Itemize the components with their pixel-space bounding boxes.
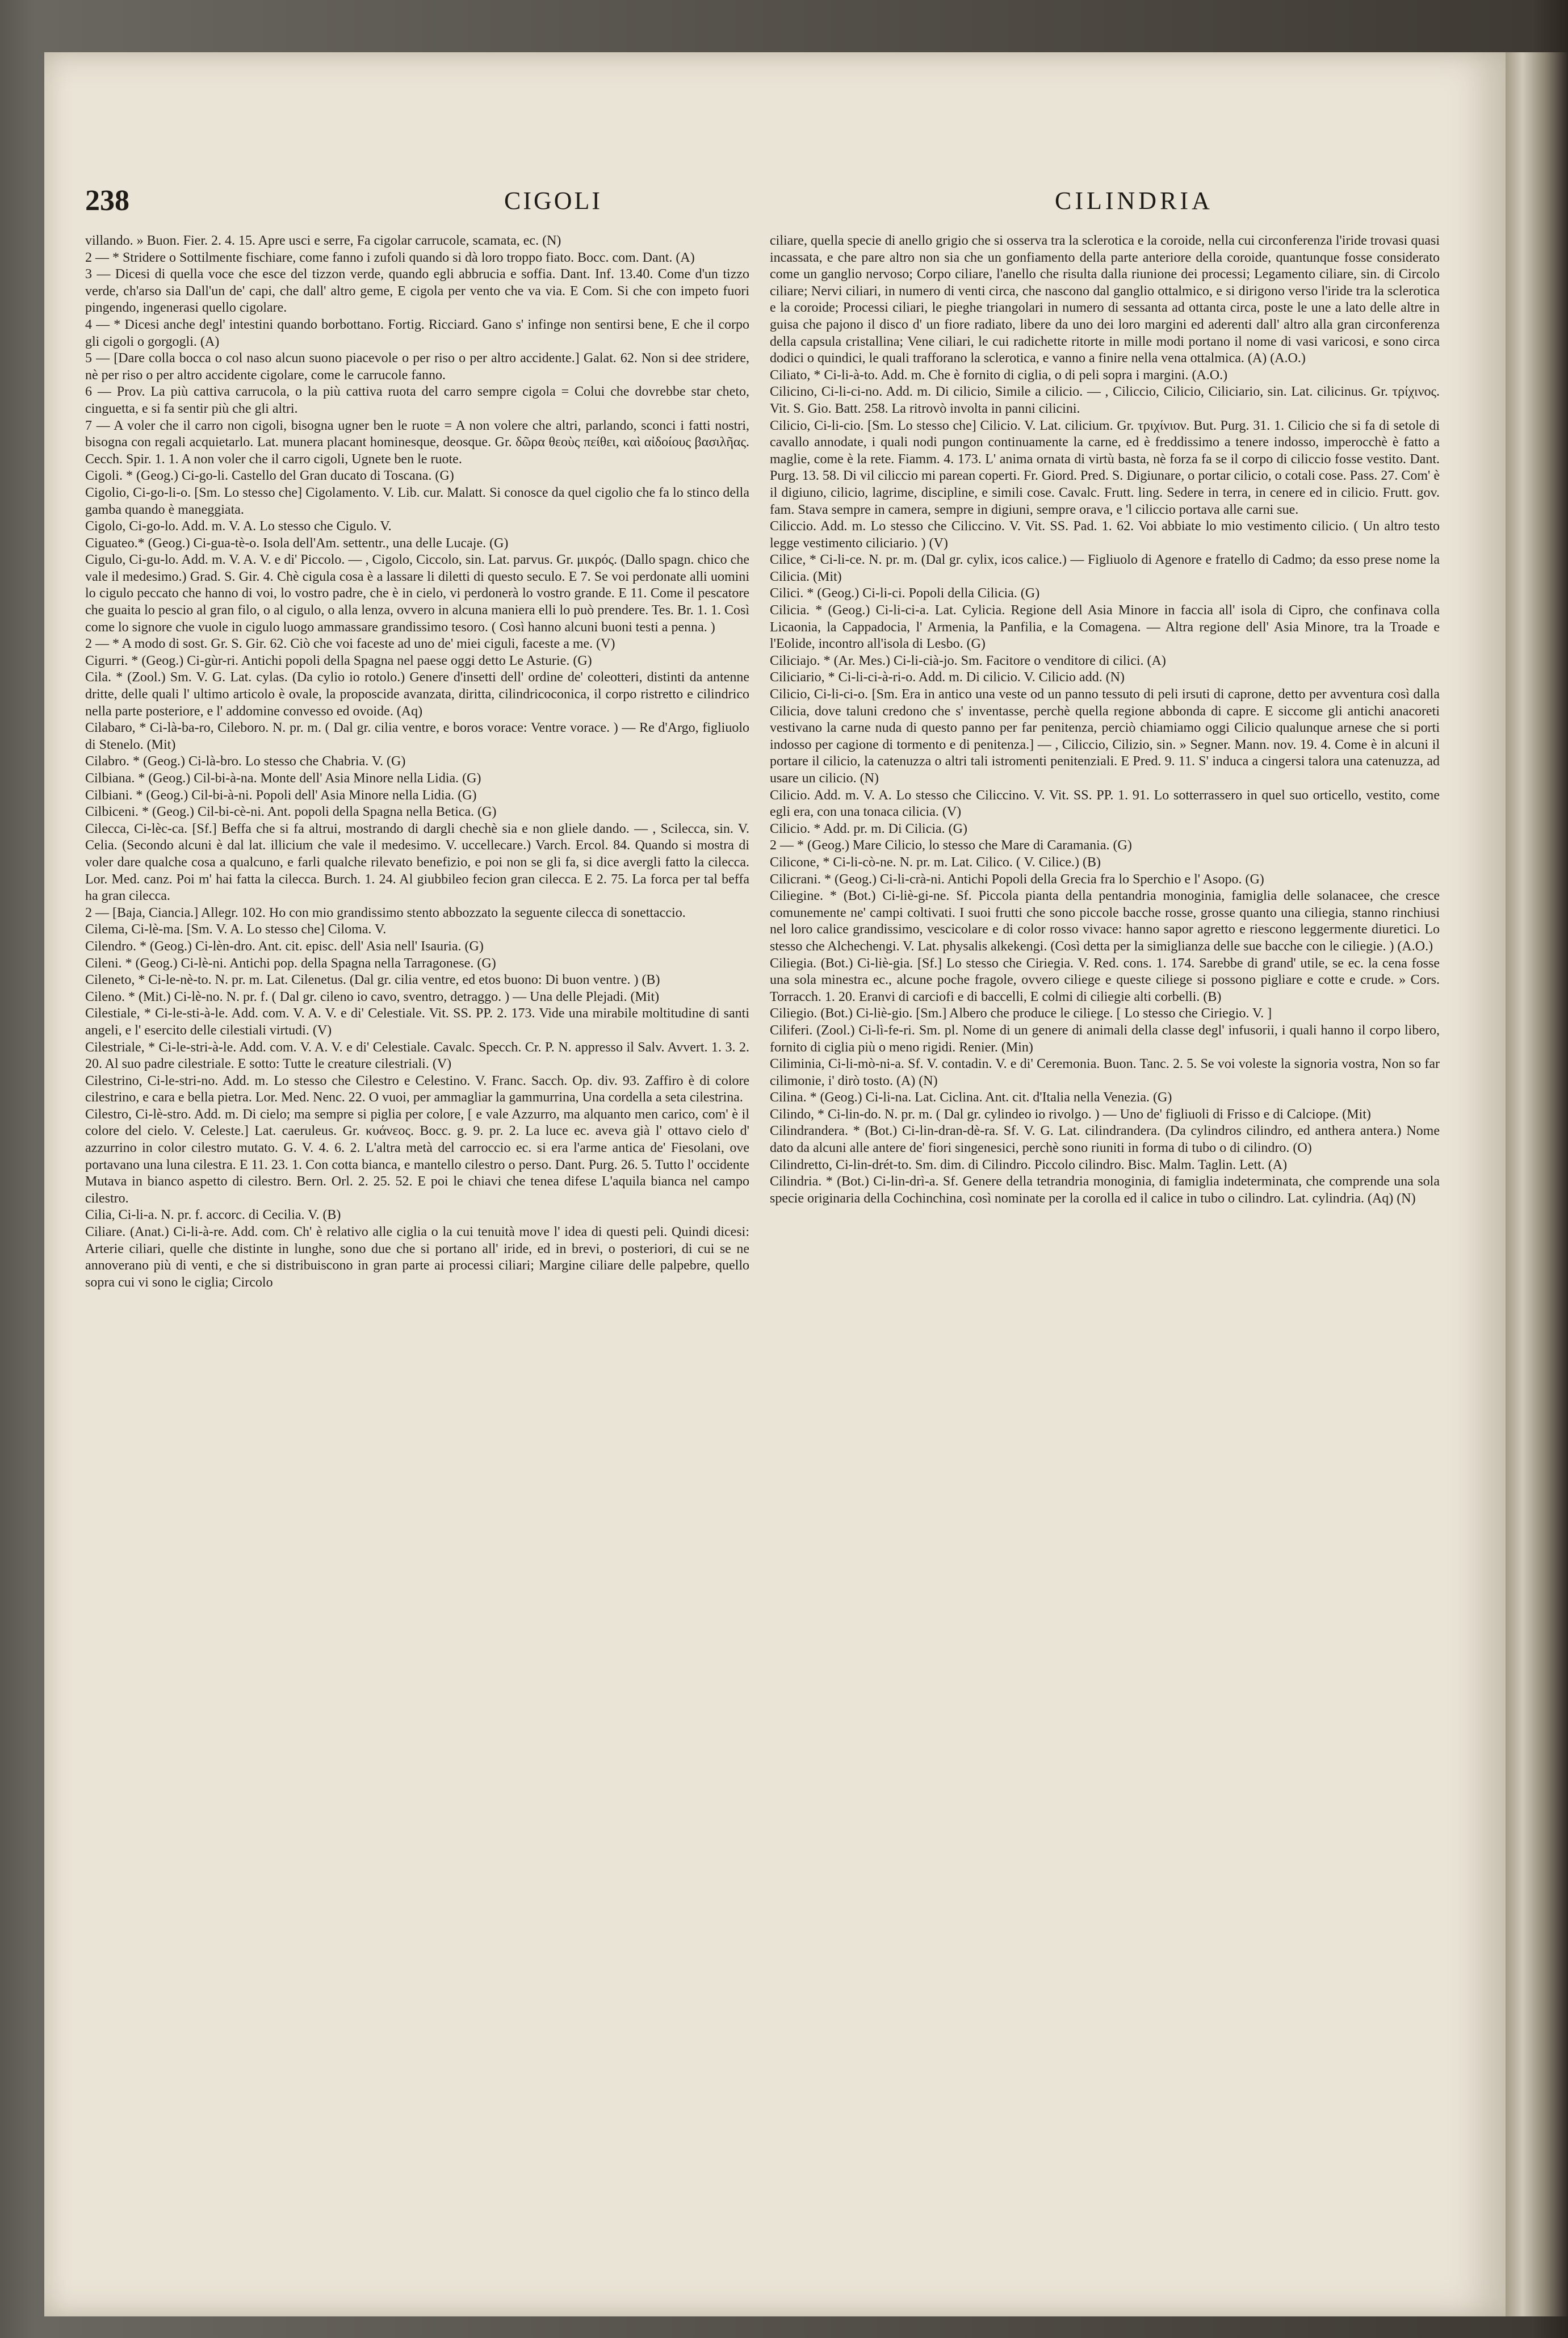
page-number: 238 <box>85 185 129 217</box>
dictionary-entry: Cilicone, * Ci-li-cò-ne. N. pr. m. Lat. Cilico. ( V. Cilice.) (B) <box>770 854 1101 870</box>
dictionary-entry: Ciliegio. (Bot.) Ci-liè-gio. [Sm.] Albero che produce le ciliege. [ Lo stesso che Ciriegio. V. ] <box>770 1006 1272 1021</box>
dictionary-entry: Cilbiceni. * (Geog.) Cil-bi-cè-ni. Ant. popoli della Spagna nella Betica. (G) <box>85 805 497 820</box>
dictionary-entry: Cilabro. * (Geog.) Ci-là-bro. Lo stesso che Chabria. V. (G) <box>85 754 406 769</box>
dictionary-entry: Ciguateo.* (Geog.) Ci-gua-tè-o. Isola dell'Am. settentr., una delle Lucaje. (G) <box>85 535 509 551</box>
dictionary-entry: 5 — [Dare colla bocca o col naso alcun suono piacevole o per riso o per altro accidente.] Galat. 62. Non si dee stridere, nè per riso o per altro accidente cigolare, come le carrucole fanno. <box>85 351 749 383</box>
dictionary-entry: Ciliciajo. * (Ar. Mes.) Ci-li-cià-jo. Sm. Facitore o venditore di cilici. (A) <box>770 653 1166 668</box>
left-running-head: CIGOLI <box>504 187 603 215</box>
dictionary-entry: Ciliare. (Anat.) Ci-li-à-re. Add. com. Ch' è relativo alle ciglia o la cui tenuità move l' idea di questi peli. Quindi dicesi: Arterie ciliari, quelle che distinte in lunghe, sono due che si portano all' iride, ed in brevi, o posteriori, di cui se ne annoverano più di venti, e che si distribuiscono in gran parte ai processi ciliari; Margine ciliare delle palpebre, quello sopra cui vi sono le ciglia; Circolo <box>85 1225 749 1290</box>
dictionary-entry: Cilabaro, * Ci-là-ba-ro, Cileboro. N. pr. m. ( Dal gr. cilia ventre, e boros vorace: Ventre vorace. ) — Re d'Argo, figliuolo di Stenelo. (Mit) <box>85 720 749 752</box>
dictionary-entry: Cilestiale, * Ci-le-sti-à-le. Add. com. V. A. V. e di' Celestiale. Vit. SS. PP. 2. 173. Vide una mirabile moltitudine di santi angeli, e l' esercito delle cilestiali virtudi. (V) <box>85 1006 749 1038</box>
dictionary-entry: Cilice, * Ci-li-ce. N. pr. m. (Dal gr. cylix, icos calice.) — Figliuolo di Agenore e fratello di Cadmo; da esso prese nome la Cilicia. (Mit) <box>770 552 1440 584</box>
dictionary-entry: 2 — * (Geog.) Mare Cilicio, lo stesso che Mare di Caramania. (G) <box>770 838 1132 853</box>
dictionary-entry: Ciliegia. (Bot.) Ci-liè-gia. [Sf.] Lo stesso che Ciriegia. V. Red. cons. 1. 174. Sarebbe di grand' utile, se ec. la cena fosse una sola minestra ec., alcune poche fragole, ovvero ciliege e queste ciliege si possono pigliare e cotte e crude. » Cors. Torracch. 1. 20. Eranvi di carciofi e di baccelli, E colmi di ciliegie alti corbelli. (B) <box>770 956 1440 1004</box>
dictionary-entry: Cilicino, Ci-li-ci-no. Add. m. Di cilicio, Simile a cilicio. — , Ciliccio, Cilicio, Ciliciario, sin. Lat. cilicinus. Gr. τρίχινος. Vit. S. Gio. Batt. 258. La ritrovò involta in panni cilicini. <box>770 384 1440 416</box>
dictionary-entry: Cilbiana. * (Geog.) Cil-bi-à-na. Monte dell' Asia Minore nella Lidia. (G) <box>85 771 481 786</box>
dictionary-entry: Cileno. * (Mit.) Ci-lè-no. N. pr. f. ( Dal gr. cileno io cavo, sventro, detraggo. ) — Una delle Plejadi. (Mit) <box>85 989 660 1004</box>
dictionary-entry: 2 — [Baja, Ciancia.] Allegr. 102. Ho con mio grandissimo stento abbozzato la seguente cilecca di sonettaccio. <box>85 905 686 920</box>
dictionary-entry: Cilbiani. * (Geog.) Cil-bi-à-ni. Popoli dell' Asia Minore nella Lidia. (G) <box>85 787 477 803</box>
dictionary-entry: Cilicio, Ci-li-ci-o. [Sm. Era in antico una veste od un panno tessuto di peli irsuti di caprone, detto per avventura così dalla Cilicia, dove taluni credono che s' inventasse, perchè quella regione abbonda di capre. E siccome gli antichi anacoreti vestivano la carne nuda di questo panno per far penitenza, perciò chiamiamo oggi Cilicio qualunque arnese che si porti indosso per cagione di tormento e di penitenza.] — , Ciliccio, Cilizio, sin. » Segner. Mann. nov. 19. 4. Come è in alcuni il portare il cilicio, la catenuzza o altri tali istromenti penitenziali. E Pred. 9. 11. S' induca a cingersi talora una catenuzza, ad usare un cilicio. (N) <box>770 687 1440 786</box>
dictionary-entry: Ciliminia, Ci-li-mò-ni-a. Sf. V. contadin. V. e di' Ceremonia. Buon. Tanc. 2. 5. Se voi voleste la signoria vostra, Non so far cilimonie, i' dirò tosto. (A) (N) <box>770 1057 1440 1088</box>
dictionary-entry: 7 — A voler che il carro non cigoli, bisogna ugner ben le ruote = A non volere che altri, parlando, sconci i fatti nostri, bisogna con regali acquietarlo. Lat. munera placant hominesque, deosque. Gr. δῶρα θεοὺς πείθει, καὶ αἰδοίους βασιλῆας. Cecch. Spir. 1. 1. A non voler che il carro cigoli, Ugnete ben le ruote. <box>85 418 749 467</box>
dictionary-entry: Cigurri. * (Geog.) Ci-gùr-ri. Antichi popoli della Spagna nel paese oggi detto Le Asturie. (G) <box>85 653 592 668</box>
dictionary-entry: Cigulo, Ci-gu-lo. Add. m. V. A. V. e di' Piccolo. — , Cigolo, Ciccolo, sin. Lat. parvus. Gr. μικρός. (Dallo spagn. chico che vale il medesimo.) Grad. S. Gir. 4. Chè cigula cosa è a lassare li diletti di questo seculo. E 7. Se voi perdonate alli uomini lo cigulo peccato che hanno di voi, lo vostro padre, che è in cielo, vi perdonerà lo vostro grande. E 11. Come il pescatore che guaita lo pescio al gran filo, o al cigulo, o alla lenza, ovvero in alcuna maniera elli lo può prendere. Tes. Br. 1. 1. Così come lo signore che vuole in cigulo luogo ammassare grandissimo tesoro. ( Così hanno alcuni buoni testi a penna. ) <box>85 552 749 635</box>
dictionary-entry: Cileneto, * Ci-le-nè-to. N. pr. m. Lat. Cilenetus. (Dal gr. cilia ventre, ed etos buono: Di buon ventre. ) (B) <box>85 973 660 988</box>
dictionary-entry: Cilicio, Ci-li-cio. [Sm. Lo stesso che] Cilicio. V. Lat. cilicium. Gr. τριχίνιον. But. Purg. 31. 1. Cilicio che si fa di setole di cavallo annodate, i quali nodi pungon continuamente la carne, ed è freddissimo a tenere indosso, imperocchè è fatto a maglie, come è la rete. Fiamm. 4. 173. L' anima ornata di virtù basta, nè forza fa se il corpo di ciliccio fosse vestito. Dant. Purg. 13. 58. Di vil ciliccio mi parean coperti. Fr. Giord. Pred. S. Digiunare, o portar cilicio, o cotali cose. Pass. 27. Com' è il digiuno, cilicio, lagrime, discipline, e simili cose. Cavalc. Frutt. ling. Sedere in terra, in cenere ed in cilicio. Frutt. gov. fam. Stava sempre in camera, sempre in digiuni, sempre orava, e 'l ciliccio portava alle carni sue. <box>770 418 1440 517</box>
dictionary-entry: Ciliferi. (Zool.) Ci-lì-fe-ri. Sm. pl. Nome di un genere di animali della classe degl' infusorii, i quali hanno il corpo libero, fornito di ciglia più o meno rigidi. Renier. (Min) <box>770 1023 1440 1055</box>
dictionary-entry: Cilindo, * Ci-lin-do. N. pr. m. ( Dal gr. cylindeo io rivolgo. ) — Uno de' figliuoli di Frisso e di Calciope. (Mit) <box>770 1107 1371 1122</box>
dictionary-entry: 4 — * Dicesi anche degl' intestini quando borbottano. Fortig. Ricciard. Gano s' infinge non sentirsi bene, E che il corpo gli cigoli o gorgogli. (A) <box>85 317 749 349</box>
dictionary-entry: Cilema, Ci-lè-ma. [Sm. V. A. Lo stesso che] Ciloma. V. <box>85 922 387 937</box>
dictionary-entry: Cilicrani. * (Geog.) Ci-li-crà-ni. Antichi Popoli della Grecia fra lo Sperchio e l' Asopo. (G) <box>770 871 1264 887</box>
dictionary-entry: Cilicio. * Add. pr. m. Di Cilicia. (G) <box>770 821 967 836</box>
dictionary-entry: Cilestro, Ci-lè-stro. Add. m. Di cielo; ma sempre si piglia per colore, [ e vale Azzurro, ma alquanto men carico, com' è il colore del cielo. V. Celeste.] Lat. caeruleus. Gr. κυάνεος. Bocc. g. 9. pr. 2. La luce ec. aveva già l' ottavo cielo d' azzurrino in color cilestro mutato. G. V. 4. 6. 2. L'altra metà del carroccio ec. si era l'arme antica de' Fiesolani, ove portavano una luna cilestra. E 11. 23. 1. Con cotta bianca, e mantello cilestro o perso. Dant. Purg. 26. 5. Tutto l' occidente Mutava in bianco aspetto di cilestro. Bern. Orl. 2. 25. 52. E poi le chiavi che tenea difese L'aquila bianca nel campo cilestro. <box>85 1107 749 1206</box>
dictionary-entry: Cilicio. Add. m. V. A. Lo stesso che Ciliccino. V. Vit. SS. PP. 1. 91. Lo sotterrassero in quel suo orticello, vestito, come egli era, con una tonaca cilicia. (V) <box>770 787 1440 820</box>
dictionary-entry: ciliare, quella specie di anello grigio che si osserva tra la sclerotica e la coroide, nella cui circonferenza l'iride trovasi quasi incassata, e che pare altro non sia che un gonfiamento della parte anteriore della coroide, quantunque fosse considerato come un ganglio nervoso; Corpo ciliare, l'anello che risulta dalla riunione dei processi; Legamento ciliare, sin. di Circolo ciliare; Nervi ciliari, in numero di venti circa, che nascono dal ganglio ottalmico, e si dirigono verso l'iride tra la sclerotica e la coroide; Processi ciliari, le pieghe triangolari in numero di sessanta ad ottanta circa, poste le une a lato delle altre in guisa che pajono il disco d' un fiore radiato, libere da uno dei loro margini ed aderenti dall' altro alla gran circonferenza della capsula cristallina; Vene ciliari, le cui radichette ritorte in mille modi portano il nome di vasi varicosi, e sono circa dodici o quindici, le quali trafforano la sclerotica, e vanno a finire nella vena ottalmica. (A) (A.O.) <box>770 233 1440 366</box>
dictionary-entry: 3 — Dicesi di quella voce che esce del tizzon verde, quando egli abbrucia e soffia. Dant. Inf. 13.40. Come d'un tizzo verde, ch'arso sia Dall'un de' capi, che dall' altro geme, E cigola per vento che va via. E Com. Si che con impeto fuori pingendo, ingenerasi quello cigolare. <box>85 267 749 316</box>
dictionary-entry: Cigolo, Ci-go-lo. Add. m. V. A. Lo stesso che Cigulo. V. <box>85 519 392 534</box>
dictionary-entry: Cila. * (Zool.) Sm. V. G. Lat. cylas. (Da cylio io rotolo.) Genere d'insetti dell' ordine de' coleotteri, distinti da antenne dritte, delle quali l' ultimo articolo è ovale, la proposcide avanzata, diritta, cilindricoconica, il corpo ristretto e cilindrico nella parte posteriore, e l' addomine convesso ed ovoide. (Aq) <box>85 670 749 719</box>
dictionary-entry: 2 — * A modo di sost. Gr. S. Gir. 62. Ciò che voi faceste ad uno de' miei ciguli, faceste a me. (V) <box>85 636 615 652</box>
dictionary-entry: Cilestrino, Ci-le-stri-no. Add. m. Lo stesso che Cilestro e Celestino. V. Franc. Sacch. Op. div. 93. Zaffiro è di colore cilestrino, e cara e bella pietra. Lor. Med. Nenc. 22. O vuoi, per ammagliar la gammurrina, Una cordella a seta cilestrina. <box>85 1073 749 1105</box>
dictionary-entry: Cigoli. * (Geog.) Ci-go-li. Castello del Gran ducato di Toscana. (G) <box>85 468 454 484</box>
facing-page-edge <box>1506 52 1568 2316</box>
dictionary-entry: Cilendro. * (Geog.) Ci-lèn-dro. Ant. cit. episc. dell' Asia nell' Isauria. (G) <box>85 938 484 954</box>
dictionary-entry: Cilindretto, Ci-lin-drét-to. Sm. dim. di Cilindro. Piccolo cilindro. Bisc. Malm. Taglin. Lett. (A) <box>770 1157 1288 1172</box>
dictionary-entry: 6 — Prov. La più cattiva carrucola, o la più cattiva ruota del carro sempre cigola = Colui che dovrebbe star cheto, cinguetta, e si fa sentir più che gli altri. <box>85 384 749 416</box>
dictionary-entry: Cilindrandera. * (Bot.) Ci-lin-dran-dè-ra. Sf. V. G. Lat. cilindrandera. (Da cylindros cilindro, ed anthera antera.) Nome dato da alcuni alle antere de' fiori singenesici, perchè sono riuniti in forma di tubo o di cilindro. (O) <box>770 1124 1440 1156</box>
dictionary-entry: Cilecca, Ci-lèc-ca. [Sf.] Beffa che si fa altrui, mostrando di dargli chechè sia e non gliele dando. — , Scilecca, sin. V. Celia. (Secondo alcuni è dal lat. illicium che vale il medesimo. V. uccellecare.) Varch. Ercol. 84. Quando si mostra di voler dare qualche cosa a qualcuno, e farli qualche rilevato benefizio, e poi non se gli fa, si dice avergli fatto la cilecca. Lor. Med. canz. Poi m' hai fatta la cilecca. Burch. 1. 24. Al giubbileo fecion gran cilecca. E 2. 75. La forca per tal beffa ha gran cilecca. <box>85 821 749 904</box>
running-header <box>44 184 1506 224</box>
dictionary-entry: Cilia, Ci-li-a. N. pr. f. accorc. di Cecilia. V. (B) <box>85 1208 341 1223</box>
dictionary-page <box>44 52 1506 2316</box>
dictionary-entry: Cilestriale, * Ci-le-stri-à-le. Add. com. V. A. V. e di' Celestiale. Cavalc. Specch. Cr. P. N. appresso il Salv. Avvert. 1. 3. 2. 20. Al suo padre cilestriale. E sotto: Tutte le creature cilestriali. (V) <box>85 1040 749 1072</box>
dictionary-entry: Cilindria. * (Bot.) Ci-lin-drì-a. Sf. Genere della tetrandria monoginia, di famiglia indeterminata, che comprende una sola specie originaria della Cochinchina, così nominate per la corolla ed il calice in tubo o cilindro. Lat. cylindria. (Aq) (N) <box>770 1174 1440 1206</box>
dictionary-entry: 2 — * Stridere o Sottilmente fischiare, come fanno i zufoli quando si dà loro troppo fiato. Bocc. com. Dant. (A) <box>85 250 695 265</box>
dictionary-entry: Cilicia. * (Geog.) Ci-li-ci-a. Lat. Cylicia. Regione dell Asia Minore in faccia all' isola di Cipro, che confinava colla Licaonia, la Cappadocia, l' Armenia, la Panfilia, e la Comagena. — Altra regione dell' Asia Minore, tra la Troade e l'Eolide, incontro all'isola di Lesbo. (G) <box>770 603 1440 652</box>
dictionary-entry: Cileni. * (Geog.) Ci-lè-ni. Antichi pop. della Spagna nella Tarragonese. (G) <box>85 956 496 971</box>
dictionary-entry: Cilici. * (Geog.) Ci-li-ci. Popoli della Cilicia. (G) <box>770 586 1040 601</box>
dictionary-entry: villando. » Buon. Fier. 2. 4. 15. Apre usci e serre, Fa cigolar carrucole, scamata, ec. (N) <box>85 233 561 248</box>
dictionary-entry: Ciliccio. Add. m. Lo stesso che Ciliccino. V. Vit. SS. Pad. 1. 62. Voi abbiate lo mio vestimento cilicio. ( Un altro testo legge vestimento ciliciario. ) (V) <box>770 519 1440 551</box>
dictionary-entry: Cilina. * (Geog.) Ci-li-na. Lat. Ciclina. Ant. cit. d'Italia nella Venezia. (G) <box>770 1090 1172 1105</box>
left-column <box>85 233 749 2220</box>
right-running-head: CILINDRIA <box>1055 187 1213 215</box>
dictionary-entry: Cigolio, Ci-go-li-o. [Sm. Lo stesso che] Cigolamento. V. Lib. cur. Malatt. Si conosce da quel cigolio che fa lo stinco della gamba quando è maneggiata. <box>85 485 749 517</box>
dictionary-entry: Ciliato, * Ci-li-à-to. Add. m. Che è fornito di ciglia, o di peli sopra i margini. (A.O.) <box>770 367 1228 383</box>
right-column <box>770 233 1440 2220</box>
dictionary-entry: Ciliciario, * Ci-li-ci-à-ri-o. Add. m. Di cilicio. V. Cilicio add. (N) <box>770 670 1125 685</box>
dictionary-entry: Ciliegine. * (Bot.) Ci-liè-gi-ne. Sf. Piccola pianta della pentandria monoginia, famiglia delle solanacee, che cresce comunemente ne' campi coltivati. I suoi frutti che sono piccole bacche rosse, grosse quanto una ciliegia, stanno rinchiusi nel loro calice grandissimo, vescicolare e di color rosso vivace: hanno sapor agretto e riescono leggermente diuretici. Lo stesso che Alchechengi. V. Lat. physalis alkekengi. (Così detta per la simiglianza delle sue bacche con le ciliegie. ) (A.O.) <box>770 889 1440 954</box>
